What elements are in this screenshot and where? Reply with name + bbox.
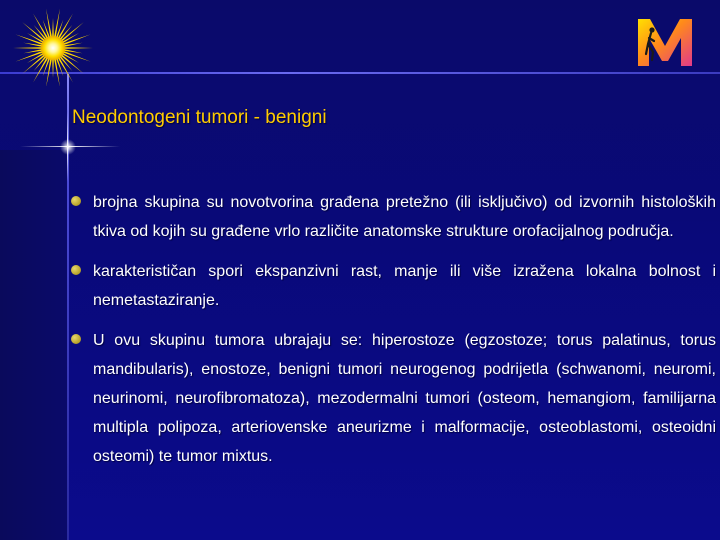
bullet-icon [71, 196, 81, 206]
bullet-text: brojna skupina su novotvorina građena pretežno (ili isključivo) od izvornih histoloških tkiva od kojih su građene vrlo različite anatomske strukture orofacijalnog područja. [93, 194, 716, 240]
sun-icon [8, 6, 98, 86]
slide-title: Neodontogeni tumori - benigni [72, 107, 327, 128]
bullet-list [70, 188, 716, 482]
list-item [70, 326, 716, 471]
bullet-text: U ovu skupinu tumora ubrajaju se: hiperostoze (egzostoze; torus palatinus, torus mandibularis), enostoze, benigni tumori neurogenog podrijetla (schwanomi, neuromi, neurinomi, neurofibromatoza), mezodermalni tumori (osteom, hemangiom, familijarna multipla polipoza, arteriovenske aneurizme i malformacije, osteoblastomi, osteoidni osteomi) te tumor mixtus. [93, 332, 716, 465]
bullet-text: karakterističan spori ekspanzivni rast, manje ili više izražena lokalna bolnost i nemetastaziranje. [93, 263, 716, 309]
list-item [70, 257, 716, 315]
left-panel [0, 150, 68, 540]
list-item [70, 188, 716, 246]
sparkle-icon [60, 139, 76, 155]
header-divider [0, 72, 720, 74]
bullet-icon [71, 334, 81, 344]
bullet-icon [71, 265, 81, 275]
m-logo-icon [634, 16, 696, 68]
